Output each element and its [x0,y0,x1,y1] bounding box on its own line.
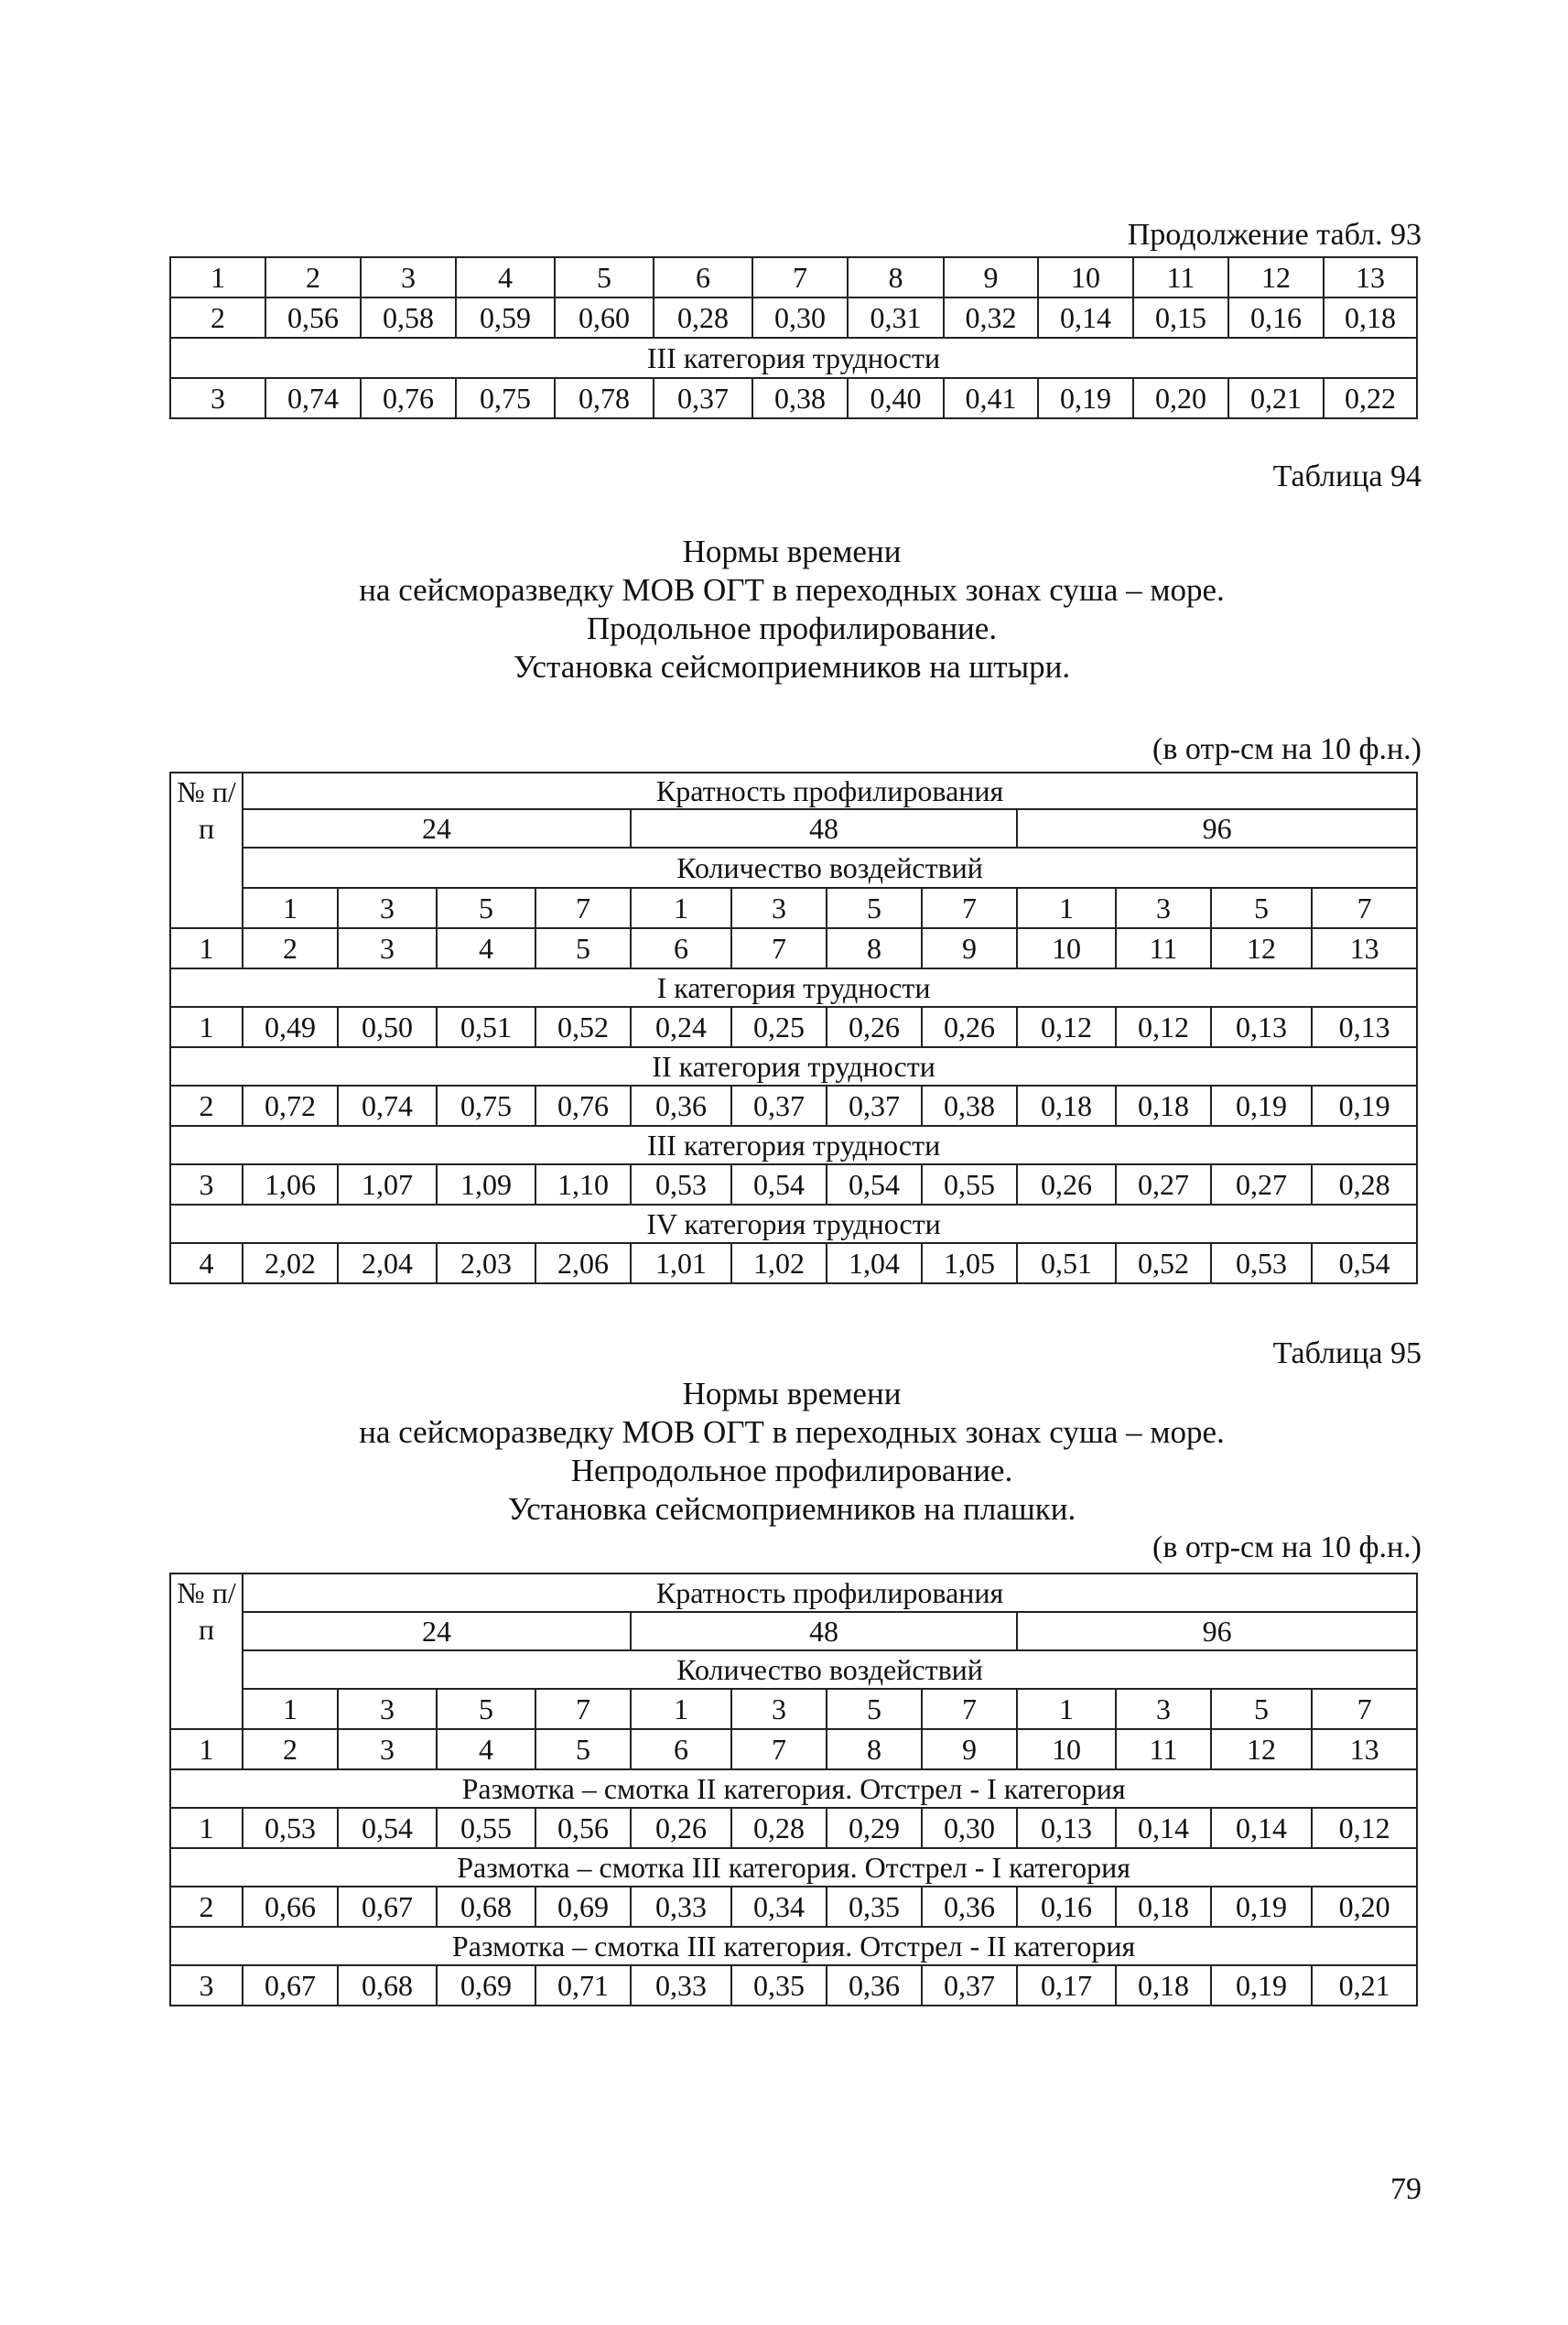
t94-s0-12: 0,13 [1312,1007,1417,1047]
t94-s0-1: 0,49 [243,1007,338,1047]
t95-cn-7: 8 [827,1729,922,1769]
page-number: 79 [1390,2172,1422,2206]
t94-s3-3: 2,03 [437,1243,535,1283]
t95-col-numbers-row [170,1729,1417,1769]
table95-unit: (в отр-см на 10 ф.н.) [1152,1530,1422,1564]
table95-title-line-1: Нормы времени [682,1376,902,1411]
t94-cn-12: 13 [1312,928,1417,968]
t94-s3-0: 4 [170,1243,243,1283]
t94-cn-2: 3 [338,928,437,968]
t95-s2-11: 0,19 [1211,1965,1312,2006]
t94-s0-3: 0,51 [437,1007,535,1047]
t95-s1-8: 0,36 [922,1887,1017,1927]
table94-title-line-4: Установка сейсмоприемников на штыри. [513,649,1071,685]
t95-cn-4: 5 [535,1729,631,1769]
t94-s2-11: 0,27 [1211,1164,1312,1205]
t94-s3-6: 1,02 [731,1243,827,1283]
t94-s0-5: 0,24 [631,1007,731,1047]
t94-s2-7: 0,54 [827,1164,922,1205]
t95-imp-1: 3 [338,1689,437,1729]
t93-r3-8: 0,41 [944,378,1038,418]
t94-cn-8: 9 [922,928,1017,968]
category-row [170,1927,1417,1965]
t95-imp-5: 3 [731,1689,827,1729]
t95-imp-2: 5 [437,1689,535,1729]
t94-s1-2: 0,74 [338,1086,437,1126]
t94-s3-7: 1,04 [827,1243,922,1283]
t94-s2-12: 0,28 [1312,1164,1417,1205]
t94-header-row-2 [170,809,1417,848]
t95-header-row-1 [170,1573,1417,1612]
t95-s1-12: 0,20 [1312,1887,1417,1927]
t94-imp-9: 3 [1116,888,1211,928]
t95-cn-6: 7 [731,1729,827,1769]
t95-cn-5: 6 [631,1729,731,1769]
t94-imp-5: 3 [731,888,827,928]
t94-cn-1: 2 [243,928,338,968]
table-row [170,1887,1417,1927]
t95-s2-8: 0,37 [922,1965,1017,2006]
t95-cn-9: 10 [1017,1729,1116,1769]
table93-caption: Продолжение табл. 93 [1127,218,1422,252]
t94-s1-5: 0,36 [631,1086,731,1126]
t95-s1-6: 0,34 [731,1887,827,1927]
t95-s1-2: 0,67 [338,1887,437,1927]
table-row [170,378,1417,418]
t95-s0-1: 0,53 [243,1808,338,1848]
t95-s2-0: 3 [170,1965,243,2006]
t95-col-number-header: № п/п [170,1573,243,1729]
t94-s1-9: 0,18 [1017,1086,1116,1126]
t95-s2-6: 0,35 [731,1965,827,2006]
table95-label: Таблица 95 [1272,1336,1422,1370]
t95-header-row-2 [170,1612,1417,1650]
t94-imp-11: 7 [1312,888,1417,928]
t94-cn-10: 11 [1116,928,1211,968]
t95-category-1: Размотка – смотка II категория. Отстрел - I категория [170,1769,1417,1808]
t95-cn-8: 9 [922,1729,1017,1769]
t94-s1-11: 0,19 [1211,1086,1312,1126]
t94-category-3: III категория трудности [170,1126,1417,1164]
t93-h-7: 8 [848,257,944,297]
t94-s0-8: 0,26 [922,1007,1017,1047]
t94-imp-2: 5 [437,888,535,928]
category-row [170,1205,1417,1243]
t93-r3-7: 0,40 [848,378,944,418]
t95-s0-2: 0,54 [338,1808,437,1848]
t94-s3-11: 0,53 [1211,1243,1312,1283]
category-row [170,968,1417,1007]
t94-s2-5: 0,53 [631,1164,731,1205]
t95-imp-6: 5 [827,1689,922,1729]
t94-s1-10: 0,18 [1116,1086,1211,1126]
t93-h-0: 1 [170,257,265,297]
t95-s2-4: 0,71 [535,1965,631,2006]
t94-cn-0: 1 [170,928,243,968]
category-row [170,1848,1417,1887]
t94-s2-10: 0,27 [1116,1164,1211,1205]
t95-cn-0: 1 [170,1729,243,1769]
t94-s3-1: 2,02 [243,1243,338,1283]
table-row [170,297,1417,338]
t93-r2-1: 0,56 [265,297,361,338]
t94-s2-1: 1,06 [243,1164,338,1205]
t94-s3-12: 0,54 [1312,1243,1417,1283]
t94-group-24: 24 [243,809,631,848]
t95-group-24: 24 [243,1612,631,1650]
t94-s1-3: 0,75 [437,1086,535,1126]
t95-imp-10: 5 [1211,1689,1312,1729]
table94-label: Таблица 94 [1272,460,1422,493]
t95-s0-11: 0,14 [1211,1808,1312,1848]
t95-imp-9: 3 [1116,1689,1211,1729]
t94-cn-3: 4 [437,928,535,968]
t95-s2-9: 0,17 [1017,1965,1116,2006]
t95-s2-12: 0,21 [1312,1965,1417,2006]
t93-h-4: 5 [555,257,654,297]
t93-r3-9: 0,19 [1038,378,1133,418]
t94-s2-6: 0,54 [731,1164,827,1205]
t94-s0-7: 0,26 [827,1007,922,1047]
t95-imp-11: 7 [1312,1689,1417,1729]
t93-h-11: 12 [1228,257,1324,297]
t94-s3-2: 2,04 [338,1243,437,1283]
t93-r2-12: 0,18 [1324,297,1417,338]
t93-h-5: 6 [654,257,752,297]
t94-s1-12: 0,19 [1312,1086,1417,1126]
t94-imp-4: 1 [631,888,731,928]
t94-s3-8: 1,05 [922,1243,1017,1283]
t93-h-10: 11 [1133,257,1228,297]
t93-h-9: 10 [1038,257,1133,297]
t93-r2-11: 0,16 [1228,297,1324,338]
t95-s0-8: 0,30 [922,1808,1017,1848]
t95-group-96: 96 [1017,1612,1417,1650]
t95-s0-12: 0,12 [1312,1808,1417,1848]
t93-h-6: 7 [752,257,848,297]
category-row [170,1769,1417,1808]
t94-header-row-1 [170,773,1417,809]
t93-r2-0: 2 [170,297,265,338]
t94-cn-4: 5 [535,928,631,968]
t95-s0-4: 0,56 [535,1808,631,1848]
t94-s3-5: 1,01 [631,1243,731,1283]
t94-s2-0: 3 [170,1164,243,1205]
t95-group-48: 48 [631,1612,1017,1650]
t95-s0-0: 1 [170,1808,243,1848]
t95-imp-8: 1 [1017,1689,1116,1729]
table-row [170,1164,1417,1205]
t93-r3-5: 0,37 [654,378,752,418]
t94-impacts-row [170,888,1417,928]
t95-cn-10: 11 [1116,1729,1211,1769]
t94-col-number-header: № п/п [170,773,243,928]
t95-s1-0: 2 [170,1887,243,1927]
t95-s1-1: 0,66 [243,1887,338,1927]
t95-imp-4: 1 [631,1689,731,1729]
t95-s2-7: 0,36 [827,1965,922,2006]
t95-category-3: Размотка – смотка III категория. Отстрел - II категория [170,1927,1417,1965]
t95-s2-1: 0,67 [243,1965,338,2006]
table95 [169,1573,1418,2006]
table94-title [169,533,1414,687]
t93-r3-6: 0,38 [752,378,848,418]
table93-header-row [170,257,1417,297]
t95-impacts-header: Количество воздействий [243,1650,1417,1689]
t95-s1-11: 0,19 [1211,1887,1312,1927]
t94-s1-4: 0,76 [535,1086,631,1126]
t94-impacts-header: Количество воздействий [243,848,1417,888]
t95-s0-6: 0,28 [731,1808,827,1848]
t93-r3-10: 0,20 [1133,378,1228,418]
t95-cn-12: 13 [1312,1729,1417,1769]
t94-s0-0: 1 [170,1007,243,1047]
t94-s1-7: 0,37 [827,1086,922,1126]
t94-col-numbers-row [170,928,1417,968]
t95-imp-7: 7 [922,1689,1017,1729]
t94-imp-3: 7 [535,888,631,928]
t95-cn-3: 4 [437,1729,535,1769]
table-row [170,1808,1417,1848]
t94-s2-2: 1,07 [338,1164,437,1205]
t94-s3-9: 0,51 [1017,1243,1116,1283]
t94-s1-1: 0,72 [243,1086,338,1126]
t94-s0-6: 0,25 [731,1007,827,1047]
table94-title-line-3: Продольное профилирование. [586,611,998,646]
table95-title [169,1375,1414,1529]
t93-h-3: 4 [456,257,555,297]
t94-cn-11: 12 [1211,928,1312,968]
t94-imp-6: 5 [827,888,922,928]
t93-r2-8: 0,32 [944,297,1038,338]
t95-s2-10: 0,18 [1116,1965,1211,2006]
t94-s1-0: 2 [170,1086,243,1126]
t95-s2-2: 0,68 [338,1965,437,2006]
category-row [170,338,1417,378]
t94-imp-1: 3 [338,888,437,928]
t94-s1-6: 0,37 [731,1086,827,1126]
t93-r3-4: 0,78 [555,378,654,418]
t94-cn-5: 6 [631,928,731,968]
t94-imp-0: 1 [243,888,338,928]
t93-r2-6: 0,30 [752,297,848,338]
t95-s1-7: 0,35 [827,1887,922,1927]
t95-s0-3: 0,55 [437,1808,535,1848]
t94-s1-8: 0,38 [922,1086,1017,1126]
table-row [170,1086,1417,1126]
t93-r3-0: 3 [170,378,265,418]
t94-s2-4: 1,10 [535,1164,631,1205]
category-row [170,1047,1417,1086]
t94-s2-3: 1,09 [437,1164,535,1205]
t94-group-48: 48 [631,809,1017,848]
t93-r2-2: 0,58 [361,297,456,338]
table-row [170,1965,1417,2006]
t95-category-2: Размотка – смотка III категория. Отстрел - I категория [170,1848,1417,1887]
table95-title-line-3: Непродольное профилирование. [570,1453,1013,1488]
table94-title-line-1: Нормы времени [682,534,902,569]
t94-s2-9: 0,26 [1017,1164,1116,1205]
t95-cn-2: 3 [338,1729,437,1769]
t94-cn-7: 8 [827,928,922,968]
t94-s0-10: 0,12 [1116,1007,1211,1047]
t93-r2-7: 0,31 [848,297,944,338]
t95-imp-0: 1 [243,1689,338,1729]
t95-s1-5: 0,33 [631,1887,731,1927]
t95-imp-3: 7 [535,1689,631,1729]
table94-unit: (в отр-см на 10 ф.н.) [1152,732,1422,766]
t94-multiplicity-header: Кратность профилирования [243,773,1417,809]
table-row [170,1243,1417,1283]
t94-imp-8: 1 [1017,888,1116,928]
t94-category-4: IV категория трудности [170,1205,1417,1243]
t95-s0-7: 0,29 [827,1808,922,1848]
t94-imp-7: 7 [922,888,1017,928]
t95-s2-3: 0,69 [437,1965,535,2006]
category-row [170,1126,1417,1164]
table95-title-line-4: Установка сейсмоприемников на плашки. [507,1491,1076,1527]
t94-category-1: I категория трудности [170,968,1417,1007]
t94-s0-2: 0,50 [338,1007,437,1047]
t95-s2-5: 0,33 [631,1965,731,2006]
t95-s1-3: 0,68 [437,1887,535,1927]
table94 [169,772,1418,1284]
t95-header-row-3 [170,1650,1417,1689]
t95-s0-5: 0,26 [631,1808,731,1848]
t93-h-12: 13 [1324,257,1417,297]
t95-cn-1: 2 [243,1729,338,1769]
t93-r3-2: 0,76 [361,378,456,418]
t95-impacts-row [170,1689,1417,1729]
t94-s0-4: 0,52 [535,1007,631,1047]
t95-s1-9: 0,16 [1017,1887,1116,1927]
t95-s1-10: 0,18 [1116,1887,1211,1927]
t94-imp-10: 5 [1211,888,1312,928]
t93-r3-11: 0,21 [1228,378,1324,418]
t94-s0-11: 0,13 [1211,1007,1312,1047]
t95-s1-4: 0,69 [535,1887,631,1927]
t93-r2-4: 0,60 [555,297,654,338]
t94-category-2: II категория трудности [170,1047,1417,1086]
t93-r3-3: 0,75 [456,378,555,418]
t95-s0-9: 0,13 [1017,1808,1116,1848]
t93-r2-10: 0,15 [1133,297,1228,338]
t93-category: III категория трудности [170,338,1417,378]
table95-title-line-2: на сейсморазведку МОВ ОГТ в переходных зонах суша – море. [359,1414,1225,1450]
table-row [170,1007,1417,1047]
t93-r3-12: 0,22 [1324,378,1417,418]
t95-multiplicity-header: Кратность профилирования [243,1573,1417,1612]
t93-r2-9: 0,14 [1038,297,1133,338]
table94-title-line-2: на сейсморазведку МОВ ОГТ в переходных зонах суша – море. [359,572,1225,608]
t94-s2-8: 0,55 [922,1164,1017,1205]
t93-r2-3: 0,59 [456,297,555,338]
t94-s3-4: 2,06 [535,1243,631,1283]
t95-s0-10: 0,14 [1116,1808,1211,1848]
table93-continuation [169,256,1418,419]
t93-r2-5: 0,28 [654,297,752,338]
t95-cn-11: 12 [1211,1729,1312,1769]
t94-s0-9: 0,12 [1017,1007,1116,1047]
t93-r3-1: 0,74 [265,378,361,418]
t94-cn-9: 10 [1017,928,1116,968]
t93-h-1: 2 [265,257,361,297]
t93-h-8: 9 [944,257,1038,297]
t93-h-2: 3 [361,257,456,297]
t94-group-96: 96 [1017,809,1417,848]
t94-header-row-3 [170,848,1417,888]
t94-s3-10: 0,52 [1116,1243,1211,1283]
t94-cn-6: 7 [731,928,827,968]
